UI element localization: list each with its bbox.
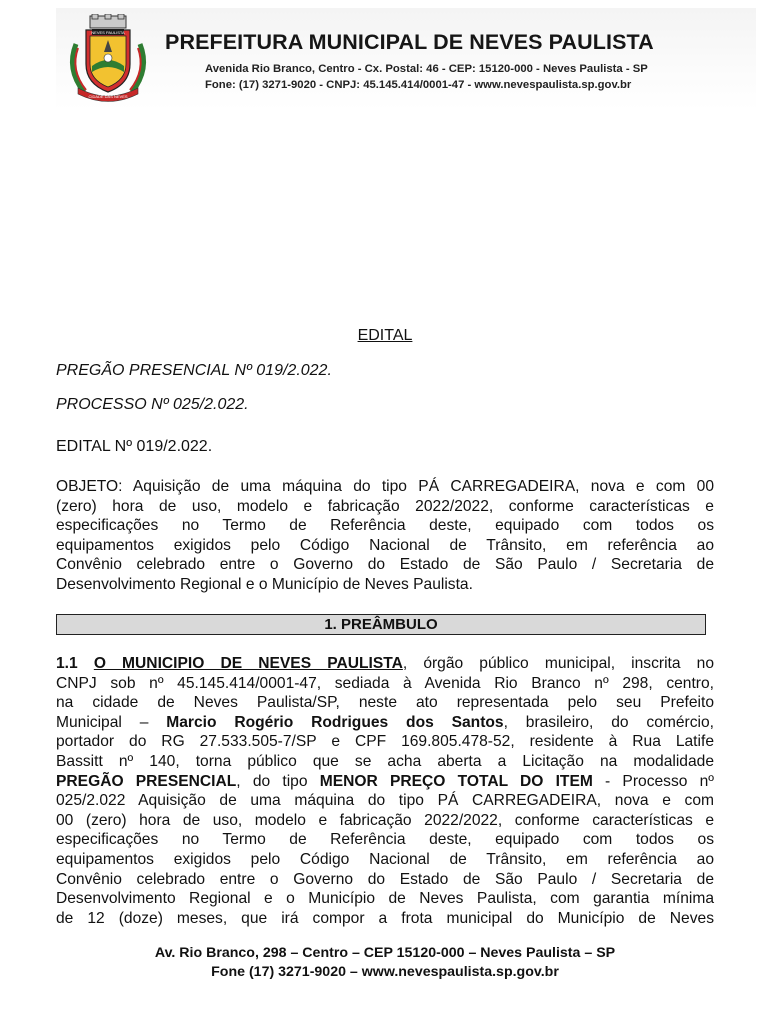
- edital-number: EDITAL Nº 019/2.022.: [56, 438, 213, 455]
- preambulo-line: 00 (zero) hora de uso, modelo e fabricação 2022/2022, conforme características e: [56, 811, 714, 829]
- preambulo-line: especificações no Termo de Referência deste, equipado com todos os: [56, 831, 714, 849]
- footer-address: Av. Rio Branco, 298 – Centro – CEP 15120-000 – Neves Paulista – SP: [154, 945, 616, 961]
- preambulo-line: na cidade de Neves Paulista/SP, neste ato representada pelo seu Prefeito: [56, 694, 714, 712]
- preambulo-line: PREGÃO PRESENCIAL, do tipo MENOR PREÇO TOTAL DO ITEM - Processo nº: [56, 772, 714, 790]
- preambulo-paragraph: [56, 654, 714, 928]
- mayor-name: Marcio Rogério Rodrigues dos Santos: [166, 713, 504, 731]
- bid-type: MENOR PREÇO TOTAL DO ITEM: [319, 772, 593, 790]
- processo-number: PROCESSO Nº 025/2.022.: [56, 396, 249, 413]
- preambulo-line: Convênio celebrado entre o Governo do Estado de São Paulo / Secretaria de: [56, 870, 714, 888]
- preambulo-line: Municipal – Marcio Rogério Rodrigues dos Santos, brasileiro, do comércio,: [56, 713, 714, 731]
- objeto-line: OBJETO: Aquisição de uma máquina do tipo PÁ CARREGADEIRA, nova e com 00: [56, 478, 714, 495]
- preambulo-line: portador do RG 27.533.505-7/SP e CPF 169.805.478-52, residente à Rua Latife: [56, 733, 714, 751]
- preambulo-line: Desenvolvimento Regional e o Município de Neves Paulista, com garantia mínima: [56, 890, 714, 908]
- letterhead-address: Avenida Rio Branco, Centro - Cx. Postal: 46 - CEP: 15120-000 - Neves Paulista - SP: [205, 63, 648, 75]
- clause-number: 1.1: [56, 655, 78, 672]
- preambulo-line: 1.1 O MUNICIPIO DE NEVES PAULISTA, órgão público municipal, inscrita no: [56, 655, 714, 672]
- section-heading-preambulo: 1. PREÂMBULO: [56, 614, 706, 635]
- preambulo-line: CNPJ sob nº 45.145.414/0001-47, sediada à Avenida Rio Branco nº 298, centro,: [56, 674, 714, 692]
- objeto-line: especificações no Termo de Referência deste, equipado com todos os: [56, 517, 714, 535]
- footer-contact: Fone (17) 3271-9020 – www.nevespaulista.sp.gov.br: [211, 964, 559, 980]
- document-title: EDITAL: [357, 327, 413, 344]
- objeto-line: Desenvolvimento Regional e o Município de Neves Paulista.: [56, 575, 473, 593]
- preambulo-line: 025/2.022 Aquisição de uma máquina do tipo PÁ CARREGADEIRA, nova e com: [56, 792, 714, 810]
- preambulo-line: equipamentos exigidos pelo Código Nacional de Trânsito, em referência ao: [56, 850, 714, 868]
- letterhead-contact: Fone: (17) 3271-9020 - CNPJ: 45.145.414/0001-47 - www.nevespaulista.sp.gov.br: [205, 79, 632, 91]
- preambulo-line: Bassitt nº 140, torna público que se acha aberta a Licitação na modalidade: [56, 752, 714, 770]
- objeto-line: (zero) hora de uso, modelo e fabricação 2022/2022, conforme características e: [56, 497, 714, 515]
- municipal-coat-of-arms: [62, 14, 154, 104]
- objeto-paragraph: [56, 477, 714, 595]
- letterhead-title: PREFEITURA MUNICIPAL DE NEVES PAULISTA: [165, 30, 654, 54]
- pregao-number: PREGÃO PRESENCIAL Nº 019/2.022.: [56, 362, 332, 379]
- entity-name: O MUNICIPIO DE NEVES PAULISTA: [93, 655, 403, 672]
- crest-top-text: NEVES PAULISTA: [91, 30, 125, 35]
- letterhead-background: [56, 8, 756, 110]
- objeto-line: equipamentos exigidos pelo Código Nacional de Trânsito, em referência ao: [56, 536, 714, 554]
- modality: PREGÃO PRESENCIAL: [56, 772, 237, 790]
- objeto-line: Convênio celebrado entre o Governo do Estado de São Paulo / Secretaria de: [56, 556, 714, 574]
- preambulo-line: de 12 (doze) meses, que irá compor a frota municipal do Município de Neves: [56, 909, 714, 927]
- crest-bottom-text: CIDADE DAS NEVES: [88, 94, 128, 99]
